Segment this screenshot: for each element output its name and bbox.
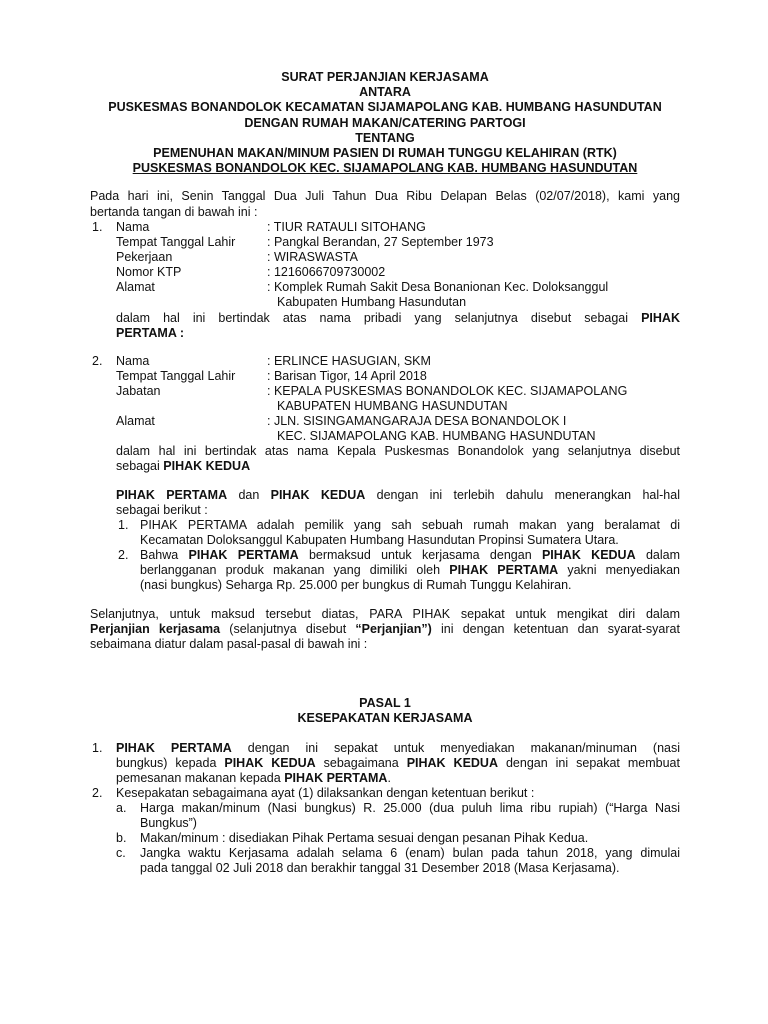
field-label: Alamat: [116, 280, 155, 294]
pasal-item: [116, 741, 680, 756]
sub-item: Jangka waktu Kerjasama adalah selama 6 (enam) bulan pada tahun 2018, yang dimulai: [140, 846, 680, 860]
field-label: Nomor KTP: [116, 265, 182, 279]
pasal-text: pemesanan makanan kepada: [116, 771, 281, 785]
field-value: : Komplek Rumah Sakit Desa Bonanionan Kec. Doloksanggul: [267, 280, 609, 294]
list-number: 2.: [118, 548, 129, 562]
pasal-heading: PASAL 1: [359, 696, 411, 710]
declaration-text: berlangganan produk makanan yang dimiliki oleh: [140, 563, 441, 577]
list-number: 1.: [92, 220, 103, 234]
title-line: DENGAN RUMAH MAKAN/CATERING PARTOGI: [244, 115, 526, 130]
pasal-subheading: KESEPAKATAN KERJASAMA: [297, 711, 473, 725]
field-value: : KEPALA PUSKESMAS BONANDOLOK KEC. SIJAMAPOLANG: [267, 384, 628, 398]
declaration-item: (nasi bungkus) Seharga Rp. 25.000 per bungkus di Rumah Tunggu Kelahiran.: [140, 578, 572, 592]
field-value: : WIRASWASTA: [267, 250, 358, 264]
declaration-item: [140, 563, 680, 578]
list-number: 2.: [92, 354, 103, 368]
declaration-item: [140, 548, 680, 563]
party-term: PIHAK PERTAMA: [188, 548, 299, 562]
intro-line: bertanda tangan di bawah ini :: [90, 205, 258, 219]
field-value: : JLN. SISINGAMANGARAJA DESA BONANDOLOK I: [267, 414, 567, 428]
title-line: ANTARA: [359, 85, 411, 100]
field-value-continued: Kabupaten Humbang Hasundutan: [277, 295, 467, 309]
party-term: PIHAK KEDUA: [163, 459, 251, 473]
declaration-item: Kecamatan Doloksanggul Kabupaten Humbang Hasundutan Propinsi Sumatera Utara.: [140, 533, 619, 547]
document-title-block: [90, 70, 680, 176]
agreement-line: Selanjutnya, untuk maksud tersebut diatas, PARA PIHAK sepakat untuk mengikat diri dalam: [90, 607, 680, 621]
party-term: PIHAK: [641, 311, 680, 325]
field-label: Tempat Tanggal Lahir: [116, 235, 236, 249]
declaration-text: dengan ini terlebih dahulu menerangkan hal-hal: [376, 488, 680, 502]
statement-text: sebagai: [116, 459, 160, 473]
party-term: PIHAK PERTAMA: [116, 741, 232, 755]
field-label: Pekerjaan: [116, 250, 173, 264]
party-term: PIHAK KEDUA: [224, 756, 316, 770]
field-value: : TIUR RATAULI SITOHANG: [267, 220, 426, 234]
pasal-item: Kesepakatan sebagaimana ayat (1) dilaksankan dengan ketentuan berikut :: [116, 786, 535, 800]
list-number: 1.: [118, 518, 129, 532]
sub-item: Makan/minum : disediakan Pihak Pertama sesuai dengan pesanan Pihak Kedua.: [140, 831, 589, 845]
field-value: : Barisan Tigor, 14 April 2018: [267, 369, 427, 383]
party-term: PIHAK PERTAMA: [449, 563, 559, 577]
field-label: Nama: [116, 354, 150, 368]
field-value: : 1216066709730002: [267, 265, 386, 279]
agreement-text: ini dengan ketentuan dan syarat-syarat: [441, 622, 680, 636]
declaration-text: dalam: [645, 548, 680, 562]
field-label: Tempat Tanggal Lahir: [116, 369, 236, 383]
title-line: PUSKESMAS BONANDOLOK KECAMATAN SIJAMAPOLANG KAB. HUMBANG HASUNDUTAN: [108, 100, 662, 115]
field-label: Alamat: [116, 414, 155, 428]
title-line-underlined: PUSKESMAS BONANDOLOK KEC. SIJAMAPOLANG KAB. HUMBANG HASUNDUTAN: [132, 161, 638, 176]
pasal-text: bungkus) kepada: [116, 756, 217, 770]
intro-line: Pada hari ini, Senin Tanggal Dua Juli Tahun Dua Ribu Delapan Belas (02/07/2018), kami yang: [90, 189, 680, 203]
declaration-item: PIHAK PERTAMA adalah pemilik yang sah sebuah rumah makan yang beralamat di: [140, 518, 680, 532]
sub-letter: c.: [116, 846, 126, 860]
declaration-text: yakni menyediakan: [567, 563, 680, 577]
title-line: TENTANG: [355, 130, 415, 145]
title-line: PEMENUHAN MAKAN/MINUM PASIEN DI RUMAH TUNGGU KELAHIRAN (RTK): [153, 146, 617, 161]
statement-text: dalam hal ini bertindak atas nama pribadi yang selanjutnya disebut sebagai: [116, 311, 629, 325]
party-term: PIHAK KEDUA: [270, 488, 366, 502]
declaration-text: bermaksud untuk kerjasama dengan: [308, 548, 532, 562]
list-number: 2.: [92, 786, 103, 800]
pasal-text: sebagaimana: [323, 756, 399, 770]
sub-item: Harga makan/minum (Nasi bungkus) R. 25.000 (dua puluh lima ribu rupiah) (“Harga Nasi: [140, 801, 680, 815]
party-statement: [116, 311, 680, 326]
party-term: PIHAK KEDUA: [406, 756, 498, 770]
pasal-item: [116, 771, 391, 786]
sub-item: pada tanggal 02 Juli 2018 dan berakhir tanggal 31 Desember 2018 (Masa Kerjasama).: [140, 861, 620, 875]
declaration-line: [116, 488, 680, 503]
title-line: SURAT PERJANJIAN KERJASAMA: [281, 70, 489, 84]
party-term: PERTAMA :: [116, 326, 185, 340]
agreement-term: “Perjanjian”): [355, 622, 432, 636]
list-number: 1.: [92, 741, 103, 755]
sub-letter: b.: [116, 831, 127, 845]
pasal-text: dengan ini sepakat untuk menyediakan makanan/minuman (nasi: [247, 741, 681, 755]
declaration-text: dan: [238, 488, 260, 502]
agreement-term: Perjanjian kerjasama: [90, 622, 221, 636]
party-statement: dalam hal ini bertindak atas nama Kepala Puskesmas Bonandolok yang selanjutnya disebut: [116, 444, 680, 458]
party-term: PIHAK PERTAMA: [284, 771, 388, 785]
pasal-text: dengan ini sepakat membuat: [505, 756, 680, 770]
field-value: : ERLINCE HASUGIAN, SKM: [267, 354, 431, 368]
field-label: Jabatan: [116, 384, 161, 398]
pasal-text: .: [387, 771, 391, 785]
declaration-line: sebagai berikut :: [116, 503, 208, 517]
agreement-text: (selanjutnya disebut: [229, 622, 347, 636]
field-value-continued: KABUPATEN HUMBANG HASUNDUTAN: [277, 399, 508, 413]
pasal-item: [116, 756, 680, 771]
field-value: : Pangkal Berandan, 27 September 1973: [267, 235, 494, 249]
field-label: Nama: [116, 220, 150, 234]
declaration-text: Bahwa: [140, 548, 179, 562]
agreement-line: sebaimana diatur dalam pasal-pasal di bawah ini :: [90, 637, 368, 651]
sub-item: Bungkus”): [140, 816, 197, 830]
party-term: PIHAK PERTAMA: [116, 488, 228, 502]
party-statement: [116, 459, 250, 474]
sub-letter: a.: [116, 801, 127, 815]
agreement-line: [90, 622, 680, 637]
field-value-continued: KEC. SIJAMAPOLANG KAB. HUMBANG HASUNDUTAN: [277, 429, 596, 443]
party-term: PIHAK KEDUA: [541, 548, 636, 562]
